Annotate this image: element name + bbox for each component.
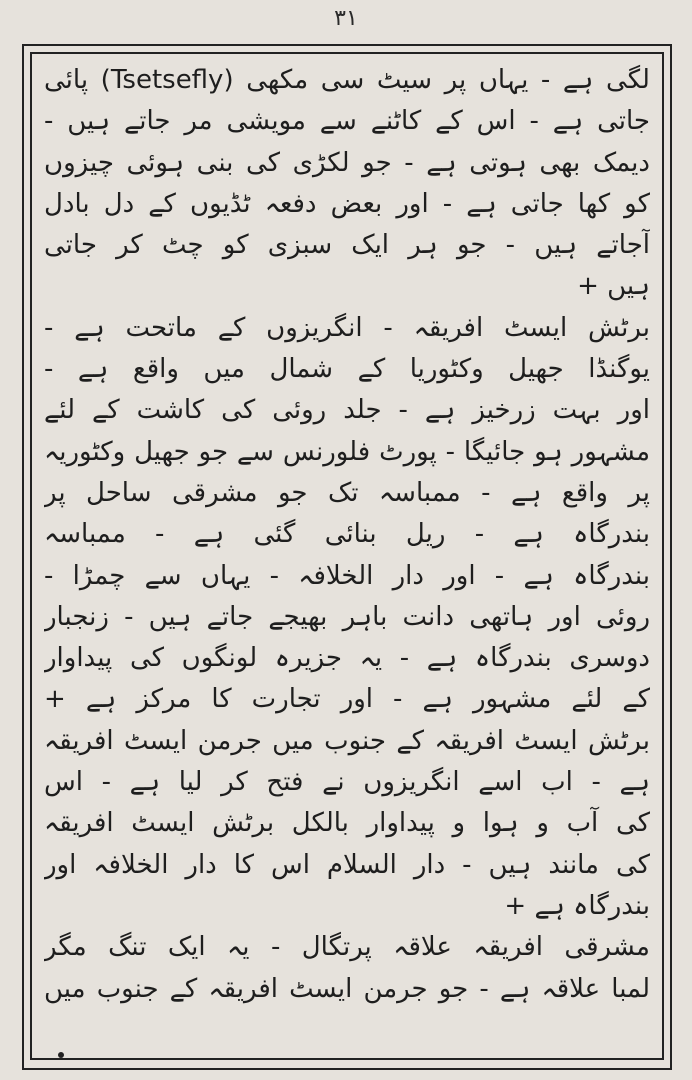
text-line: لگی ہے - یہاں پر سیٹ سی مکھی (Tsetsefly) پائی: [44, 65, 650, 95]
text-line: یوگنڈا جھیل وکٹوریا کے شمال میں واقع ہے -: [44, 354, 650, 385]
text-line: پر واقع ہے - ممباسہ تک جو مشرقی ساحل پر: [44, 477, 650, 508]
text-line: آجاتے ہیں - جو ہر ایک سبزی کو چٹ کر جاتی: [44, 230, 650, 261]
text-line: برٹش ایسٹ افریقہ - انگریزوں کے ماتحت ہے -: [44, 312, 650, 343]
text-line: بندرگاہ ہے - اور دار الخلافہ - یہاں سے چمڑا -: [44, 560, 650, 591]
body-text: [44, 60, 650, 1010]
text-line: کو کھا جاتی ہے - اور بعض دفعہ ٹڈیوں کے دل بادل: [44, 188, 650, 219]
text-line: بندرگاہ ہے - ریل بنائی گئی ہے - ممباسہ: [44, 519, 650, 550]
text-line: لمبا علاقہ ہے - جو جرمن ایسٹ افریقہ کے جنوب میں: [44, 973, 650, 1004]
text-line: کی مانند ہیں - دار السلام اس کا دار الخلافہ اور: [44, 849, 650, 880]
text-line: دوسری بندرگاہ ہے - یہ جزیرہ لونگوں کی پیداوار: [44, 643, 650, 674]
text-line: ہیں +: [577, 271, 650, 302]
text-line: مشہور ہو جائیگا - پورٹ فلورنس سے جو جھیل وکٹوریہ: [44, 436, 650, 467]
page-number: ۳۱: [334, 6, 358, 31]
ink-dot: [58, 1052, 64, 1058]
text-line: مشرقی افریقہ علاقہ پرتگال - یہ ایک تنگ مگر: [44, 932, 650, 963]
text-line: اور بہت زرخیز ہے - جلد روئی کی کاشت کے لئے: [44, 395, 650, 426]
text-line: جاتی ہے - اس کے کاٹنے سے مویشی مر جاتے ہیں -: [44, 106, 650, 137]
text-line: دیمک بھی ہوتی ہے - جو لکڑی کی بنی ہوئی چیزوں: [44, 147, 650, 178]
text-line: ہے - اب اسے انگریزوں نے فتح کر لیا ہے - اس: [44, 767, 650, 798]
text-frame: [30, 52, 664, 1060]
text-line: کی آب و ہوا و پیداوار بالکل برٹش ایسٹ افریقہ: [44, 808, 650, 839]
text-line: برٹش ایسٹ افریقہ کے جنوب میں جرمن ایسٹ افریقہ: [44, 725, 650, 756]
text-line: کے لئے مشہور ہے - اور تجارت کا مرکز ہے +: [44, 684, 650, 715]
text-line: روئی اور ہاتھی دانت باہر بھیجے جاتے ہیں - زنجبار: [44, 601, 650, 632]
text-line: بندرگاہ ہے +: [504, 890, 650, 921]
